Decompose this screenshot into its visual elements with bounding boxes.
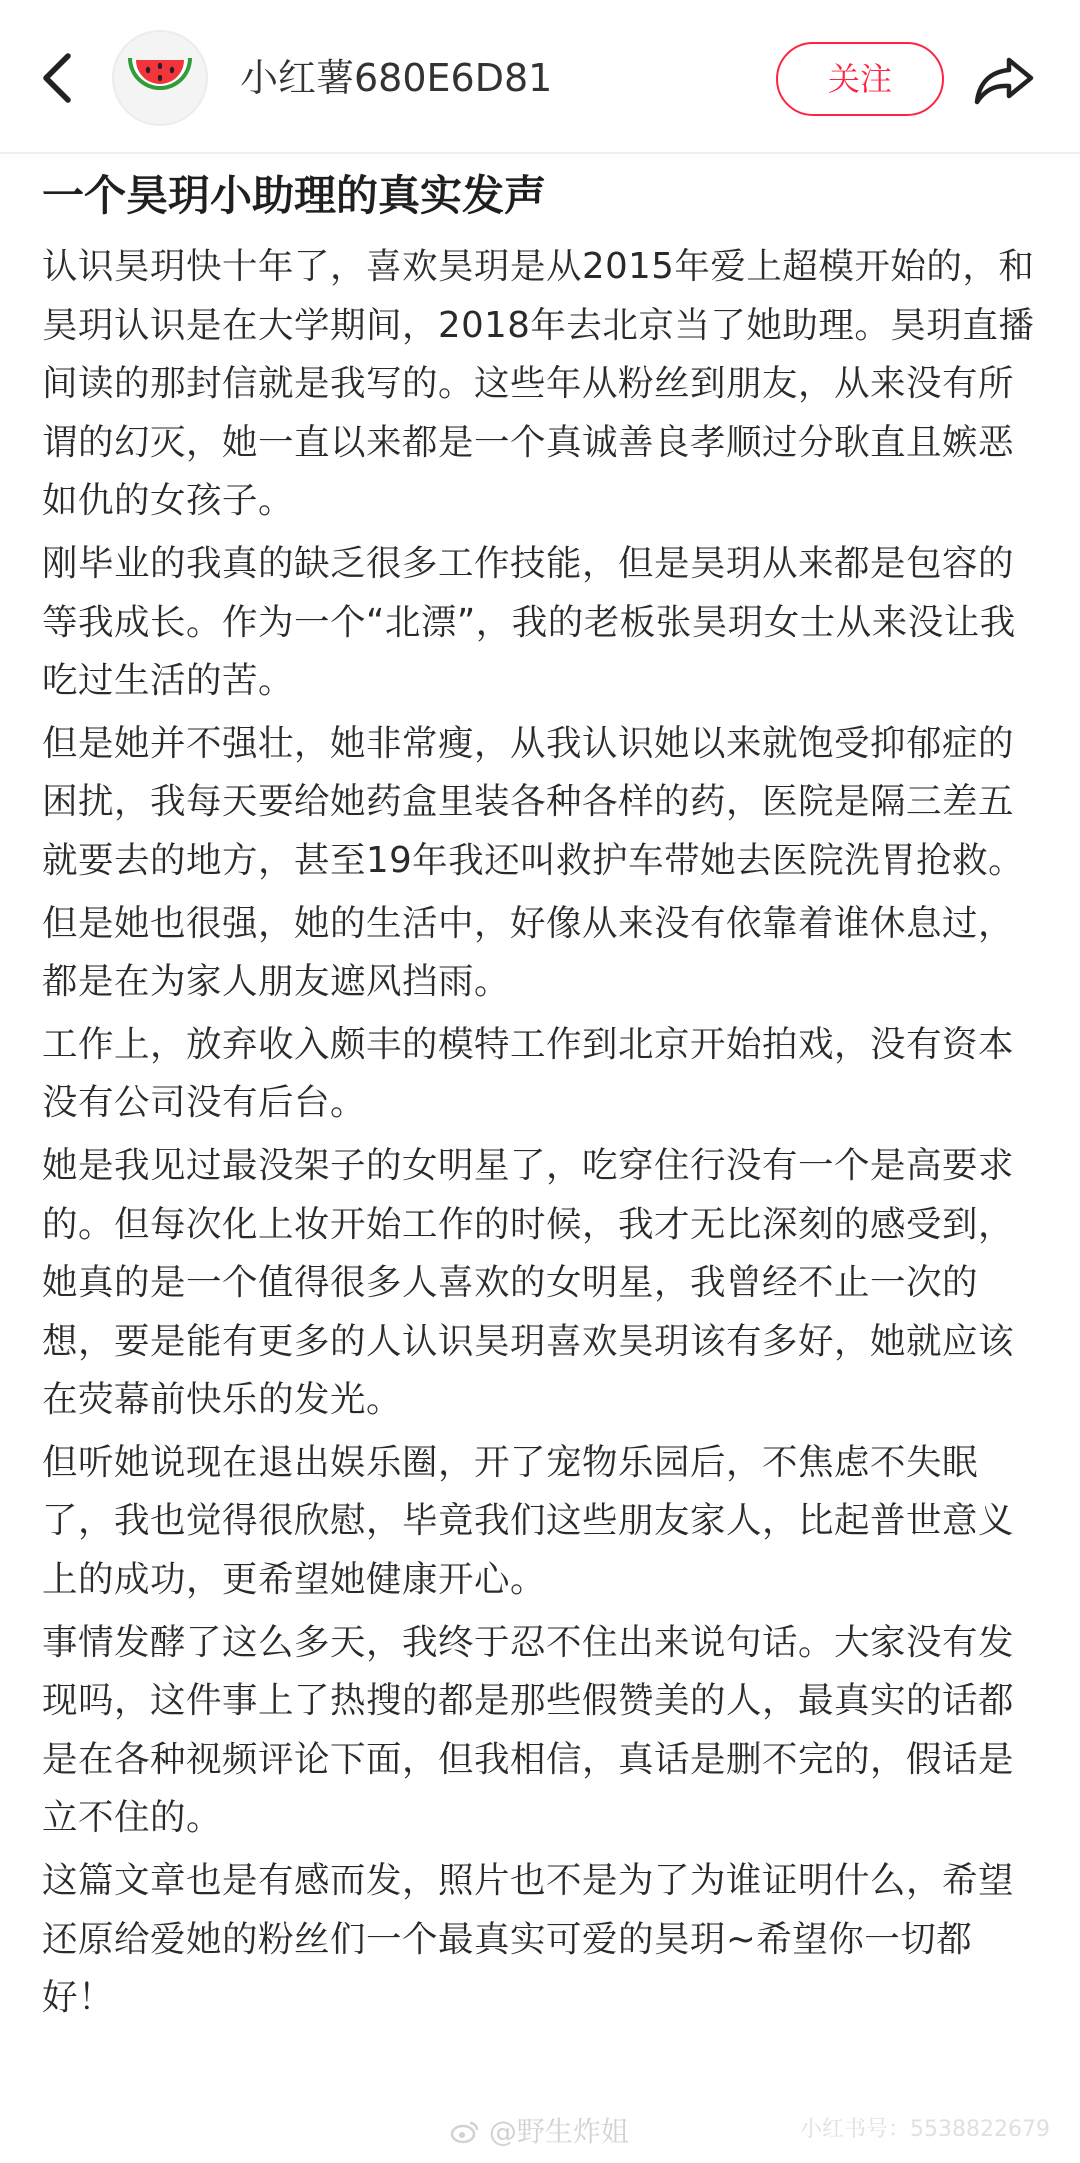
article-paragraph: 认识昊玥快十年了，喜欢昊玥是从2015年爱上超模开始的，和昊玥认识是在大学期间，2018年去北京当了她助理。昊玥直播间读的那封信就是我写的。这些年从粉丝到朋友，从来没有所谓的幻灭，她一直以来都是一个真诚善良孝顺过分耿直且嫉恶如仇的女孩子。 (42, 246, 1035, 522)
avatar[interactable] (112, 30, 208, 126)
article-paragraph: 这篇文章也是有感而发，照片也不是为了为谁证明什么，希望还原给爱她的粉丝们一个最真实可爱的昊玥~希望你一切都好！ (42, 1860, 1015, 2019)
article-body (42, 160, 1042, 2032)
xhs-watermark: 小红书号：5538822679 (800, 2117, 1050, 2142)
article-paragraph: 但是她也很强，她的生活中，好像从来没有依靠着谁休息过，都是在为家人朋友遮风挡雨。 (42, 902, 1015, 1003)
watermelon-icon (126, 48, 194, 108)
article-title: 一个昊玥小助理的真实发声 (42, 171, 547, 220)
weibo-icon (450, 2120, 480, 2144)
follow-button[interactable]: 关注 (776, 42, 944, 116)
share-arrow-icon (973, 54, 1035, 106)
article-paragraph: 但是她并不强壮，她非常瘦，从我认识她以来就饱受抑郁症的困扰，我每天要给她药盒里装各种各样的药，医院是隔三差五就要去的地方，甚至19年我还叫救护车带她去医院洗胃抢救。 (42, 722, 1025, 881)
weibo-watermark (450, 2110, 629, 2150)
back-button[interactable] (28, 46, 84, 110)
chevron-left-icon (38, 50, 74, 106)
top-nav-bar (0, 0, 1080, 154)
author-username[interactable]: 小红薯680E6D81 (240, 56, 553, 100)
article-paragraph: 她是我见过最没架子的女明星了，吃穿住行没有一个是高要求的。但每次化上妆开始工作的时候，我才无比深刻的感受到，她真的是一个值得很多人喜欢的女明星，我曾经不止一次的想，要是能有更多的人认识昊玥喜欢昊玥该有多好，她就应该在荧幕前快乐的发光。 (42, 1144, 1015, 1421)
weibo-watermark-text: @野生炸姐 (488, 2115, 629, 2148)
share-button[interactable] (968, 48, 1040, 112)
article-paragraph: 事情发酵了这么多天，我终于忍不住出来说句话。大家没有发现吗，这件事上了热搜的都是那些假赞美的人，最真实的话都是在各种视频评论下面，但我相信，真话是删不完的，假话是立不住的。 (42, 1621, 1015, 1839)
article-paragraph: 工作上，放弃收入颇丰的模特工作到北京开始拍戏，没有资本没有公司没有后台。 (42, 1023, 1015, 1124)
article-paragraph: 但听她说现在退出娱乐圈，开了宠物乐园后，不焦虑不失眠了，我也觉得很欣慰，毕竟我们这些朋友家人，比起普世意义上的成功，更希望她健康开心。 (42, 1441, 1015, 1601)
article-paragraph: 刚毕业的我真的缺乏很多工作技能，但是昊玥从来都是包容的等我成长。作为一个“北漂”，我的老板张昊玥女士从来没让我吃过生活的苦。 (42, 542, 1016, 702)
